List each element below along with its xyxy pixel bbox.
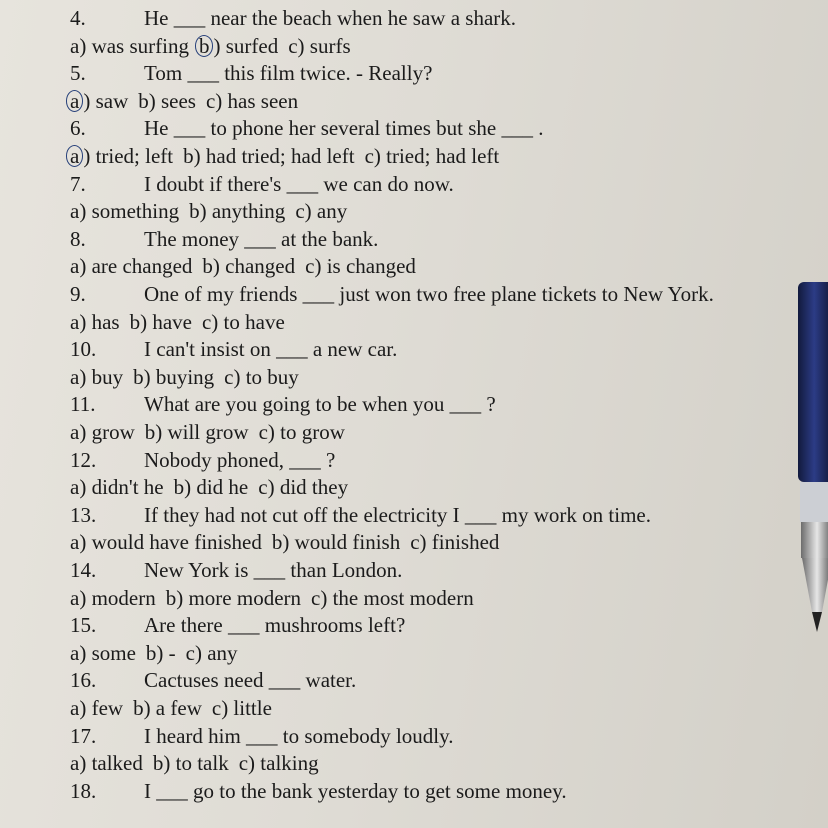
answer-option: b) sees <box>138 88 196 113</box>
answer-options <box>70 34 361 58</box>
question-number: 14. <box>70 558 97 582</box>
answer-option: a) was surfing <box>70 33 189 58</box>
answer-option: c) the most modern <box>311 585 474 610</box>
answer-option: a) are changed <box>70 254 193 279</box>
question-number: 5. <box>70 61 86 86</box>
question-stem <box>70 558 402 582</box>
answer-option: a ) tried; left <box>70 144 173 168</box>
question-stem <box>70 448 335 472</box>
question-stem <box>70 392 496 416</box>
question-number: 15. <box>70 613 97 638</box>
answer-option: b) changed <box>202 254 296 279</box>
question-number: 13. <box>70 502 97 527</box>
answer-options <box>70 530 509 554</box>
question-stem <box>70 116 544 140</box>
answer-option: a) some <box>70 640 136 665</box>
question-number: 8. <box>70 226 86 251</box>
answer-option: c) talking <box>238 751 319 776</box>
answer-option: c) tried; had left <box>364 144 500 168</box>
question-text: I can't insist on ___ a new car. <box>144 337 398 362</box>
question-number: 10. <box>70 337 97 362</box>
answer-option: b ) surfed <box>199 34 278 58</box>
question-text: He ___ to phone her several times but she ___ . <box>144 116 544 141</box>
answer-options <box>70 199 357 223</box>
question-text: I ___ go to the bank yesterday to get some money. <box>144 778 567 803</box>
answer-option: a) buy <box>70 364 124 389</box>
question-text: One of my friends ___ just won two free plane tickets to New York. <box>144 282 714 306</box>
pen-icon <box>788 282 828 702</box>
answer-options <box>70 310 295 334</box>
answer-options <box>70 696 282 720</box>
answer-option: a) something <box>70 199 180 224</box>
question-number: 16. <box>70 668 97 693</box>
answer-option: c) to buy <box>224 364 299 389</box>
question-number: 12. <box>70 447 97 472</box>
question-stem <box>70 172 454 196</box>
question-number: 7. <box>70 171 86 196</box>
answer-options <box>70 751 329 775</box>
answer-option: c) little <box>211 696 272 720</box>
answer-option: c) any <box>185 640 238 665</box>
question-stem <box>70 724 454 748</box>
answer-options <box>70 420 355 444</box>
answer-options <box>70 89 308 113</box>
answer-option: b) - <box>145 640 176 665</box>
question-text: Tom ___ this film twice. - Really? <box>144 61 433 86</box>
answer-option: c) is changed <box>305 254 416 279</box>
answer-options <box>70 254 426 278</box>
answer-options <box>70 641 248 665</box>
answer-option: a) would have finished <box>70 530 262 555</box>
question-number: 11. <box>70 392 96 417</box>
answer-option: a) didn't he <box>70 475 164 500</box>
question-text: Nobody phoned, ___ ? <box>144 447 336 472</box>
answer-option: a ) saw <box>70 89 128 113</box>
question-stem <box>70 668 356 692</box>
question-stem <box>70 779 567 803</box>
question-stem <box>70 282 714 306</box>
question-number: 17. <box>70 723 97 748</box>
answer-options <box>70 475 358 499</box>
answer-options <box>70 365 309 389</box>
question-stem <box>70 61 432 85</box>
answer-option: b) would finish <box>271 530 401 555</box>
question-number: 9. <box>70 282 86 306</box>
answer-option: b) buying <box>133 364 215 389</box>
answer-option: b) did he <box>173 475 249 500</box>
answer-option: c) surfs <box>288 33 351 58</box>
question-stem <box>70 503 651 527</box>
question-text: New York is ___ than London. <box>144 558 403 582</box>
answer-option: c) to grow <box>258 420 345 444</box>
answer-option: b) a few <box>133 696 202 720</box>
question-text: If they had not cut off the electricity I ___ my work on time. <box>144 502 651 527</box>
answer-option: a) grow <box>70 420 135 444</box>
answer-option: a) few <box>70 696 124 720</box>
answer-options <box>70 144 509 168</box>
answer-option: c) to have <box>201 309 285 334</box>
question-text: Are there ___ mushrooms left? <box>144 613 406 638</box>
question-number: 6. <box>70 116 86 141</box>
answer-option: b) more modern <box>165 585 302 610</box>
question-number: 18. <box>70 778 97 803</box>
answer-option: c) any <box>295 199 348 224</box>
answer-option: a) talked <box>70 751 143 776</box>
answer-option: b) anything <box>189 199 286 224</box>
question-text: Cactuses need ___ water. <box>144 668 357 693</box>
answer-option: a) modern <box>70 585 156 610</box>
answer-options <box>70 586 484 610</box>
question-text: I heard him ___ to somebody loudly. <box>144 723 454 748</box>
answer-option: b) to talk <box>152 751 229 776</box>
question-stem <box>70 227 378 251</box>
answer-option: c) did they <box>258 475 349 500</box>
question-stem <box>70 6 516 30</box>
answer-option: b) have <box>129 309 192 334</box>
question-stem <box>70 337 397 361</box>
question-text: The money ___ at the bank. <box>144 226 379 251</box>
answer-option: a) has <box>70 309 120 334</box>
answer-option: b) will grow <box>144 420 249 444</box>
question-stem <box>70 613 405 637</box>
answer-option: c) has seen <box>205 88 299 113</box>
question-number: 4. <box>70 6 86 30</box>
answer-option: c) finished <box>410 530 500 555</box>
answer-option: b) had tried; had left <box>183 144 355 168</box>
question-text: What are you going to be when you ___ ? <box>144 392 496 417</box>
question-text: He ___ near the beach when he saw a shark. <box>144 6 517 30</box>
question-text: I doubt if there's ___ we can do now. <box>144 171 454 196</box>
